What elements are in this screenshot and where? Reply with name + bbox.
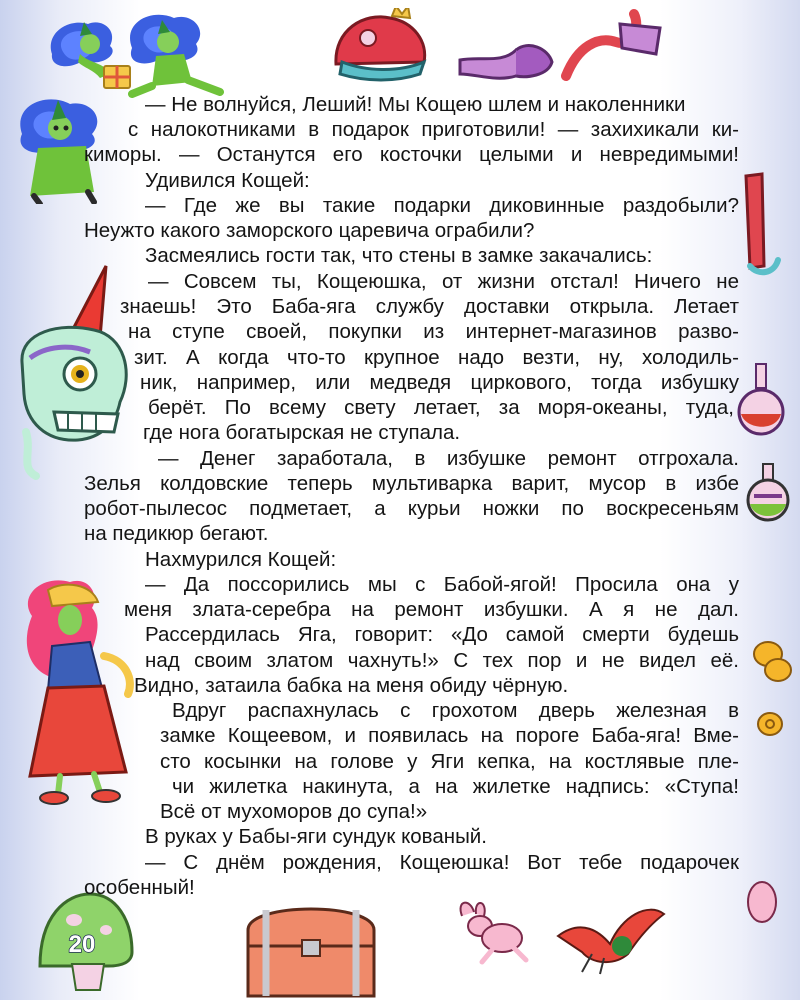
text-line: — Совсем ты, Кощеюшка, от жизни отстал! Ничего не xyxy=(148,270,739,293)
text-line: замке Кощеевом, и появилась на пороге Баба-яга! Вме- xyxy=(160,724,739,747)
ribbon-scythe xyxy=(728,170,788,280)
egg xyxy=(744,876,780,926)
text-line: где нога богатырская не ступала. xyxy=(143,421,461,444)
text-line: — Не волнуйся, Леший! Мы Кощею шлем и наколенники xyxy=(145,93,686,116)
text-line: над своим златом чахнуть!» С тех пор и не видел её. xyxy=(145,649,739,672)
text-line: особенный! xyxy=(84,876,195,899)
text-line: знаешь! Это Баба-яга службу доставки открыла. Летает xyxy=(120,295,739,318)
text-line: Зелья колдовские теперь мультиварка варит, мусор в избе xyxy=(84,472,739,495)
text-line: берёт. По всему свету летает, за моря-океаны, туда, xyxy=(148,396,734,419)
text-line: Неужто какого заморского царевича ограбили? xyxy=(84,219,535,242)
measuring-tape xyxy=(560,6,670,86)
text-line: Видно, затаила бабка на меня обиду чёрную. xyxy=(134,674,569,697)
text-line: с налокотниками в подарок приготовили! — захихикали ки- xyxy=(128,118,739,141)
text-line: В руках у Бабы-яги сундук кованый. xyxy=(145,825,487,848)
text-line: на ступе своей, покупки из интернет-магазинов разво- xyxy=(128,320,739,343)
treasure-chest xyxy=(236,890,386,1000)
hare xyxy=(452,896,532,966)
kikimora-with-gift xyxy=(92,8,242,100)
text-line: меня злата-серебра на ремонт избушки. А я не дал. xyxy=(124,598,739,621)
text-line: Всё от мухоморов до супа!» xyxy=(160,800,428,823)
skull-in-party-hat xyxy=(6,262,138,482)
text-line: киморы. — Останутся его косточки целыми и невредимыми! xyxy=(84,143,739,166)
text-line: Вдруг распахнулась с грохотом дверь железная в xyxy=(172,699,739,722)
text-line: — Да поссорились мы с Бабой-ягой! Просила она у xyxy=(145,573,739,596)
page-number: 20 xyxy=(68,931,96,958)
text-line: Нахмурился Кощей: xyxy=(145,548,337,571)
text-line: — Где же вы такие подарки диковинные раздобыли? xyxy=(145,194,739,217)
text-line: — Денег заработала, в избушке ремонт отгрохала. xyxy=(158,447,739,470)
text-line: Рассердилась Яга, говорит: «До самой смерти будешь xyxy=(145,623,739,646)
text-line: сто косынки на голове у Яги кепка, на костлявые пле- xyxy=(160,750,739,773)
text-line: зит. А когда что-то крупное надо везти, ну, холодиль- xyxy=(134,346,739,369)
bird xyxy=(552,896,672,976)
knee-pads xyxy=(456,30,566,90)
potion-flask-red xyxy=(734,360,790,440)
text-line: робот-пылесос подметает, а курьи ножки по воскресеньям xyxy=(84,497,739,520)
text-line: Засмеялись гости так, что стены в замке закачались: xyxy=(145,244,653,267)
text-line: Удивился Кощей: xyxy=(145,169,310,192)
potion-flask-green xyxy=(742,462,796,524)
text-line: чи жилетка накинута, а на жилетке надпись: «Ступа! xyxy=(172,775,739,798)
text-line: ник, например, или медведя циркового, тогда избушку xyxy=(140,371,739,394)
text-line: на педикюр бегают. xyxy=(84,522,269,545)
text-line: — С днём рождения, Кощеюшка! Вот тебе подарочек xyxy=(145,851,739,874)
gold-coins xyxy=(748,636,796,746)
helmet xyxy=(328,8,438,88)
